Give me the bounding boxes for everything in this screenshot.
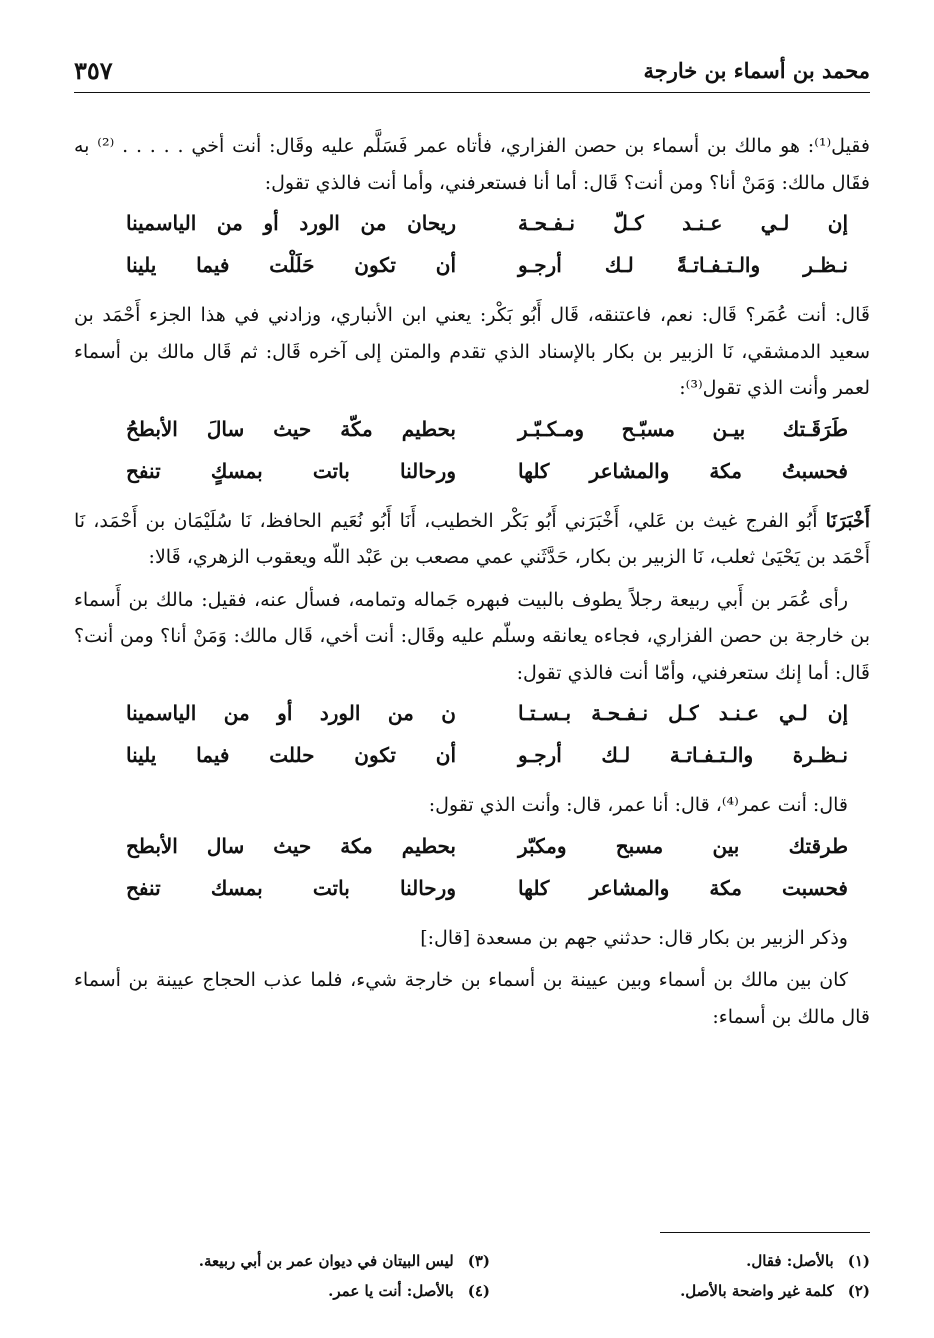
- verse-second-hemistich: أن تكون حَلَلْت فيما يلينا: [126, 253, 456, 277]
- verse-second-hemistich: ورحالنا باتت بمسكٍ تنفح: [126, 458, 456, 483]
- verse-first-hemistich: نـظـر والـتـفـاتـةً لـك أرجـو: [518, 253, 848, 277]
- verse-first-hemistich: نـظـرة والـتـفـاتـة لـك أرجـو: [518, 743, 848, 767]
- verse-first-hemistich: فحسبتُ مكة والمشاعر كلها: [518, 458, 848, 483]
- verse-block-3: [74, 699, 870, 783]
- verse-first-hemistich: إن لـي عـنـد كـل نـفـحـة بـسـتـا: [518, 701, 848, 725]
- page-header: [74, 52, 870, 92]
- verse-second-hemistich: ورحالنا باتت بمسك تنفح: [126, 875, 456, 900]
- paragraph-5: وذكر الزبير بن بكار قال: حدثني جهم بن مسعدة [قال:]: [420, 926, 848, 949]
- main-text: [74, 128, 870, 1035]
- footnote-text: كلمة غير واضحة بالأصل.: [680, 1282, 834, 1300]
- paragraph-2: قَال: أنت عُمَر؟ قَال: نعم، فاعتنقه، قَال أَبُو بَكْر: يعني ابن الأنباري، وزادني في هذا الجزء أَحْمَد بن سعيد الدمشقي، نَا الزبير بن بكار بالإسناد الذي تقدم والمتن إلى آخره قَال: ثم قَال مالك بن أسماء لعمر وأنت الذي تقول⁽³⁾:: [74, 304, 870, 399]
- footnote-2: [680, 1282, 870, 1300]
- footnote-1: [746, 1252, 870, 1270]
- footnote-number: (٢): [847, 1282, 870, 1300]
- verse-line: [74, 741, 870, 783]
- verse-line: [74, 874, 870, 916]
- paragraph-isnad: أَخْبَرَنَا أَبُو الفرج غيث بن عَلي، أَخْبَرَني أَبُو بَكْر الخطيب، أَنَا أَبُو نُعَيم الحافظ، نَا سُلَيْمَان بن أَحْمَد، نَا أَحْمَد بن يَحْيَىٰ ثعلب، نَا الزبير بن بكار، حَدَّثَني عمي مصعب بن عَبْد اللّه ويعقوب الزهري، قَالا:: [74, 509, 870, 568]
- verse-line: [74, 699, 870, 741]
- footnote-rule: [660, 1232, 870, 1233]
- verse-line: [74, 209, 870, 251]
- running-head: محمد بن أسماء بن خارجة: [643, 58, 870, 83]
- footnote-number: (٤): [467, 1282, 490, 1300]
- verse-second-hemistich: بحطيم مكة حيث سال الأبطح: [126, 833, 456, 858]
- verse-second-hemistich: ن من الورد أو من الياسمينا: [126, 701, 456, 725]
- header-rule: [74, 92, 870, 93]
- verse-second-hemistich: أن تكون حللت فيما يلينا: [126, 743, 456, 767]
- verse-line: [74, 457, 870, 499]
- paragraph-3: رأى عُمَر بن أَبي ربيعة رجلاً يطوف بالبيت فبهره جَماله وتمامه، فسأل عنه، فقيل: مالك بن أَسماء بن خارجة بن حصن الفزاري، فجاءه يعانقه وسلّم عليه وقَال: أنت أخي، قَال مالك: وَمَنْ أنا؟ ومن أنت؟ قَال: أما إنك ستعرفني، وأمّا أنت فالذي تقول:: [74, 588, 870, 684]
- page-number: ٣٥٧: [74, 56, 113, 85]
- verse-line: [74, 832, 870, 874]
- paragraph-1: فقيل⁽¹⁾: هو مالك بن أسماء بن حصن الفزاري، فأتاه عمر فَسَلَّم عليه وقَال: أنت أخي . . . . . ⁽²⁾ به فقَال مالك: وَمَنْ أنا؟ ومن أنت؟ قَال: أما أنا فستعرفني، وأما أنت فالذي تقول:: [74, 135, 870, 194]
- isnad-opening: أَخْبَرَنَا: [825, 509, 870, 532]
- paragraph-6: كان بين مالك بن أسماء وبين عيينة بن أسماء بن خارجة شيء، فلما عذب الحجاج عيينة بن أسماء قال مالك بن أسماء:: [74, 969, 870, 1028]
- footnote-text: ليس البيتان في ديوان عمر بن أبي ربيعة.: [198, 1252, 454, 1270]
- book-page: [74, 52, 870, 1298]
- verse-second-hemistich: بحطيم مكّة حيث سالَ الأبطحُ: [126, 416, 456, 441]
- paragraph-4: قال: أنت عمر⁽⁴⁾، قال: أنا عمر، قال: وأنت الذي تقول:: [428, 794, 848, 816]
- verse-line: [74, 251, 870, 293]
- verse-first-hemistich: فحسبت مكة والمشاعر كلها: [518, 875, 848, 900]
- verse-block-4: [74, 832, 870, 916]
- verse-second-hemistich: ريحان من الورد أو من الياسمينا: [126, 211, 456, 235]
- footnote-text: بالأصل: أنت يا عمر.: [328, 1282, 454, 1300]
- verse-line: [74, 415, 870, 457]
- verse-first-hemistich: طَرَقَـتك بيـن مسبّـح ومـكـبّـر: [518, 416, 848, 441]
- footnote-text: بالأصل: فقال.: [746, 1252, 834, 1270]
- verse-first-hemistich: طرقتك بين مسبح ومكبّر: [518, 833, 848, 858]
- verse-block-1: [74, 209, 870, 293]
- verse-first-hemistich: إن لـي عـنـد كـلّ نـفـحـة: [518, 211, 848, 235]
- footnote-number: (٣): [467, 1252, 490, 1270]
- verse-block-2: [74, 415, 870, 499]
- footnote-number: (١): [847, 1252, 870, 1270]
- footnote-3: [199, 1252, 490, 1270]
- footnote-4: [328, 1282, 490, 1300]
